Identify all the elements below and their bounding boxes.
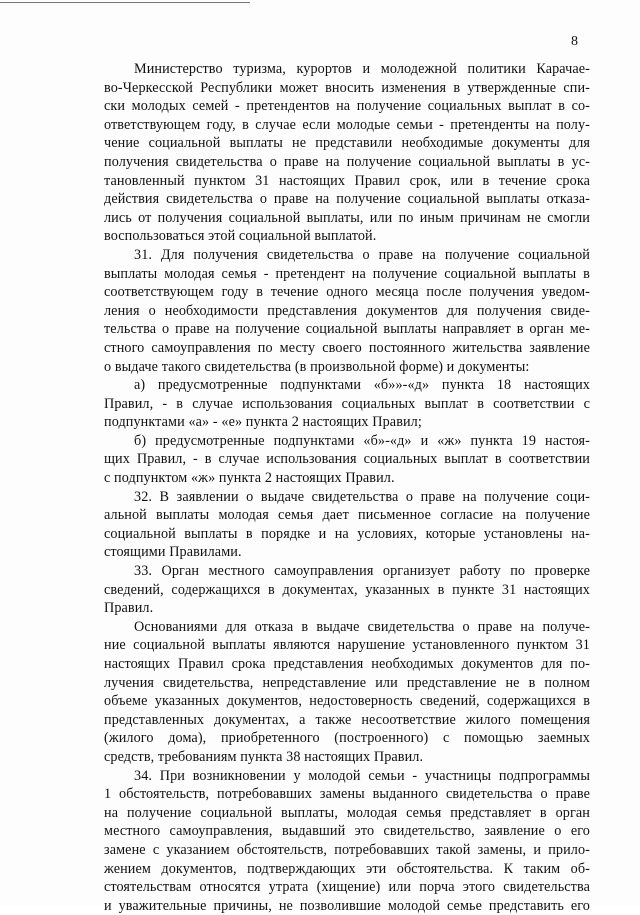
text-line: ответствующем году, в случае если молодые семьи - претенденты на полу- <box>104 116 590 133</box>
text-line: получения свидетельства о праве на получение социальной выплаты в ус- <box>104 153 590 170</box>
text-line: 34. При возникновении у молодой семьи - участницы подпрограммы <box>134 767 590 784</box>
text-line: 31. Для получения свидетельства о праве на получение социальной <box>134 246 590 263</box>
document-body <box>104 60 590 915</box>
text-line: Правил, - в случае использования социальных выплат в соответствии с <box>104 395 590 412</box>
text-line: стоятельствам относятся утрата (хищение) или порча этого свидетельства <box>104 879 590 896</box>
text-line: щих Правил, - в случае использования социальных выплат в соответствии <box>104 451 590 468</box>
text-line: ления о необходимости представления документов для получения свиде- <box>104 302 590 319</box>
text-line: (жилого дома), приобретенного (построенного) с помощью заемных <box>104 730 590 747</box>
text-line: жением документов, подтверждающих эти обстоятельства. К таким об- <box>104 860 590 877</box>
text-line: настоящих Правил срока представления необходимых документов для по- <box>104 656 590 672</box>
text-line: подпунктами «а» - «е» пункта 2 настоящих Правил; <box>104 414 422 431</box>
text-line: 32. В заявлении о выдаче свидетельства о праве на получение соци- <box>134 488 590 505</box>
text-line: тельства о праве на получение социальной выплаты направляет в орган ме- <box>104 321 590 338</box>
paragraph <box>104 618 590 767</box>
text-line: Основаниями для отказа в выдаче свидетельства о праве на получе- <box>134 618 590 635</box>
text-line: воспользоваться этой социальной выплатой. <box>104 228 377 245</box>
text-line: местного самоуправления, выдавший это свидетельство, заявление о его <box>104 823 590 840</box>
text-line: стного самоуправления по месту своего постоянного жительства заявление <box>104 339 590 356</box>
text-line: сведений, содержащихся в документах, указанных в пункте 31 настоящих <box>104 581 590 598</box>
text-line: о выдаче такого свидетельства (в произвольной форме) и документы: <box>104 358 530 375</box>
text-line: социальной выплаты в порядке и на условиях, которые установлены на- <box>104 525 590 542</box>
text-line: альной выплаты молодая семья дает письменное согласие на получение <box>104 507 590 524</box>
text-line: ски молодых семей - претендентов на получение социальных выплат в со- <box>104 98 590 115</box>
text-line: представленных документах, а также несоответствие жилого помещения <box>104 711 590 728</box>
paragraph <box>104 432 590 488</box>
text-line: 1 обстоятельств, потребовавших замены выданного свидетельства о праве <box>104 786 590 803</box>
paragraph <box>104 376 590 432</box>
text-line: объеме указанных документов, недостоверность сведений, содержащихся в <box>104 693 590 710</box>
text-line: во-Черкесской Республики может вносить изменения в утвержденные спи- <box>104 79 590 96</box>
text-line: выплаты молодая семья - претендент на получение социальной выплаты в <box>104 265 590 282</box>
text-line: чение социальной выплаты не представили необходимые документы для <box>104 135 590 152</box>
text-line: лучения свидетельства, непредставление или представление не в полном <box>104 674 590 691</box>
text-line: ние социальной выплаты являются нарушение установленного пунктом 31 <box>104 637 590 654</box>
text-line: стоящими Правилами. <box>104 544 242 561</box>
text-line: и уважительные причины, не позволившие молодой семье представить его <box>104 897 590 914</box>
text-line: а) предусмотренные подпунктами «б»»-«д» пункта 18 настоящих <box>134 377 590 394</box>
text-line: действия свидетельства о праве на получение социальной выплаты отказа- <box>104 191 590 208</box>
text-line: с подпунктом «ж» пункта 2 настоящих Правил. <box>104 470 395 487</box>
paragraph <box>104 767 590 915</box>
paragraph <box>104 562 590 618</box>
text-line: Министерство туризма, курортов и молодежной политики Карачае- <box>134 61 590 77</box>
text-line: соответствующем году в течение одного месяца после получения уведом- <box>104 284 590 301</box>
text-line: тановленный пунктом 31 настоящих Правил срок, или в течение срока <box>104 172 590 189</box>
text-line: средств, требованиям пункта 38 настоящих Правил. <box>104 748 424 765</box>
top-rule <box>0 2 250 3</box>
paragraph <box>104 60 590 246</box>
text-line: замене с указанием обстоятельств, потребовавших такой замены, и прило- <box>104 841 590 858</box>
page-number: 8 <box>571 34 578 49</box>
paragraph <box>104 246 590 376</box>
text-line: на получение социальной выплаты, молодая семья представляет в орган <box>104 804 590 821</box>
text-line: 33. Орган местного самоуправления организует работу по проверке <box>134 563 590 580</box>
text-line: б) предусмотренные подпунктами «б»-«д» и «ж» пункта 19 настоя- <box>134 432 590 449</box>
text-line: Правил. <box>104 600 154 617</box>
paragraph <box>104 488 590 562</box>
text-line: лись от получения социальной выплаты, или по иным причинам не смогли <box>104 209 590 226</box>
